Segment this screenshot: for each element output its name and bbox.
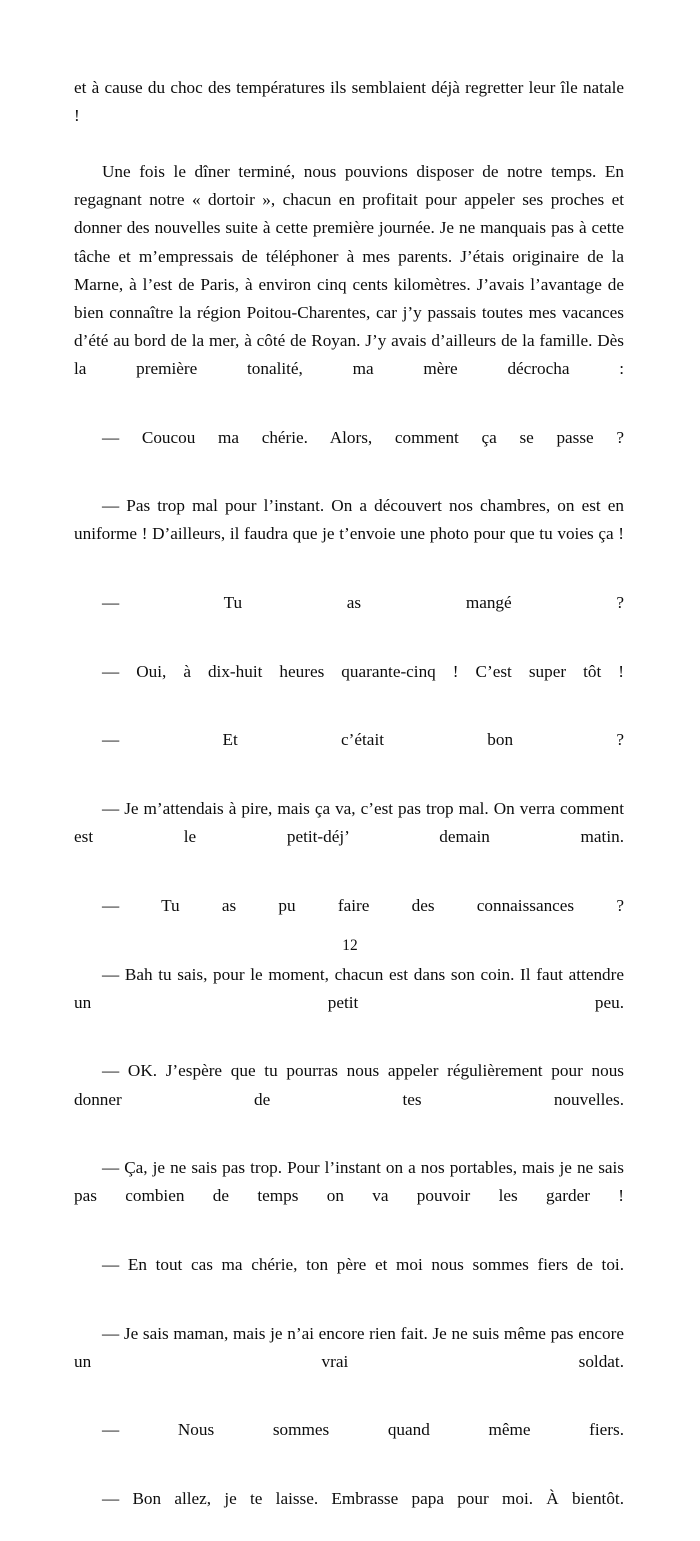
dialogue-line: — Ça, je ne sais pas trop. Pour l’instant on a nos portables, mais je ne sais pas combien de temps on va pouvoir les garder ! [74, 1158, 624, 1206]
dialogue-line: — Coucou ma chérie. Alors, comment ça se passe ? [102, 427, 624, 447]
dialogue-line: — Et c’était bon ? [102, 730, 624, 750]
dialogue-line: — OK. J’espère que tu pourras nous appeler régulièrement pour nous donner de tes nouvelles. [74, 1061, 624, 1109]
dialogue-line: — Je sais maman, mais je n’ai encore rien fait. Je ne suis même pas encore un vrai soldat. [74, 1323, 624, 1371]
dialogue-line: — Tu as pu faire des connaissances ? [102, 895, 624, 915]
paragraph-narration-continued: et à cause du choc des températures ils semblaient déjà regretter leur île natale ! [74, 78, 624, 126]
dialogue-line: — En tout cas ma chérie, ton père et moi nous sommes fiers de toi. [102, 1254, 624, 1274]
dialogue-line: — Bon allez, je te laisse. Embrasse papa pour moi. À bientôt. [102, 1489, 624, 1509]
page-number: 12 [342, 937, 358, 954]
dialogue-line: — Oui, à dix-huit heures quarante-cinq ! C’est super tôt ! [102, 661, 624, 681]
dialogue-line: — Je m’attendais à pire, mais ça va, c’est pas trop mal. On verra comment est le petit-déj’ demain matin. [74, 799, 624, 847]
dialogue-line: — Pas trop mal pour l’instant. On a découvert nos chambres, on est en uniforme ! D’ailleurs, il faudra que je t’envoie une photo pour que tu voies ça ! [74, 496, 624, 544]
dialogue-line: — Bah tu sais, pour le moment, chacun est dans son coin. Il faut attendre un petit peu. [74, 964, 624, 1012]
dialogue-line: — Tu as mangé ? [102, 593, 624, 613]
dialogue-line: — Nous sommes quand même fiers. [102, 1420, 624, 1440]
text-column [74, 74, 624, 1541]
paragraph-narration: Une fois le dîner terminé, nous pouvions disposer de notre temps. En regagnant notre « dortoir », chacun en profitait pour appeler ses proches et donner des nouvelles suite à cette première journée. Je ne manquais pas à cette tâche et m’empressais de téléphoner à mes parents. J’étais originaire de la Marne, à l’est de Paris, à environ cinq cents kilomètres. J’avais l’avantage de bien connaître la région Poitou-Charentes, car j’y passais toutes mes vacances d’été au bord de la mer, à côté de Royan. J’y avais d’ailleurs de la famille. Dès la première tonalité, ma mère décrocha : [74, 162, 624, 378]
